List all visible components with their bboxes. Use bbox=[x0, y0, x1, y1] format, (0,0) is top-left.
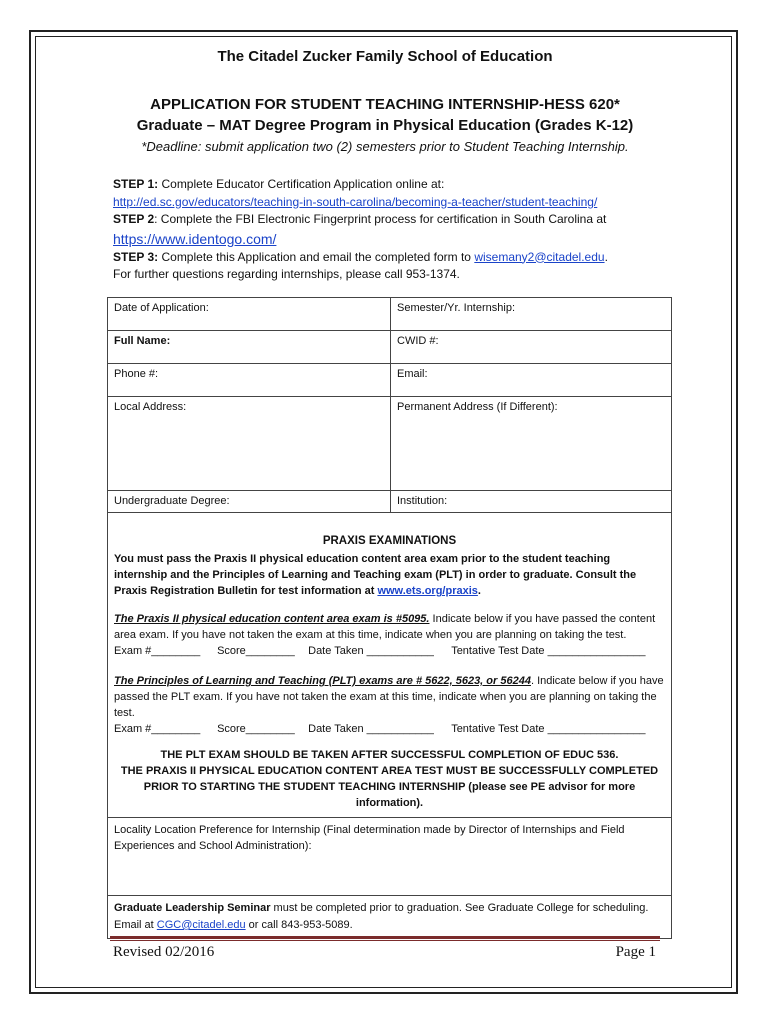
local-address-field[interactable] bbox=[108, 397, 391, 491]
plt-date-taken-field[interactable]: Date Taken ___________ bbox=[308, 723, 434, 735]
school-name: The Citadel Zucker Family School of Education bbox=[217, 48, 553, 65]
plt-notice: THE PLT EXAM SHOULD BE TAKEN AFTER SUCCESSFUL COMPLETION OF EDUC 536. bbox=[160, 749, 619, 761]
pe-score-field[interactable]: Score________ bbox=[217, 645, 295, 657]
step1-text: Complete Educator Certification Application online at: bbox=[158, 177, 445, 191]
plt-exam-number-field[interactable]: Exam #________ bbox=[114, 723, 201, 735]
step3-text: Complete this Application and email the completed form to bbox=[158, 249, 475, 264]
step3-end: . bbox=[604, 249, 608, 264]
full-name-field[interactable] bbox=[108, 331, 391, 364]
pe-tentative-date-field[interactable]: Tentative Test Date ________________ bbox=[451, 645, 646, 657]
pe-exam-title: The Praxis II physical education content area exam is #5095. bbox=[114, 613, 430, 625]
further-questions: For further questions regarding internships, please call 953-1374. bbox=[113, 267, 460, 281]
plt-instructions bbox=[114, 673, 665, 721]
seminar-text-end: or call 843-953-5089. bbox=[245, 919, 353, 931]
praxis-intro bbox=[114, 551, 665, 599]
step2-label: STEP 2 bbox=[113, 212, 155, 226]
permanent-address-field[interactable] bbox=[391, 397, 672, 491]
plt-text: . Indicate below if you have passed the PLT exam. If you have not taken the exam at this time, indicate when you are planning on taking the test. bbox=[114, 675, 664, 719]
step2 bbox=[113, 211, 673, 229]
application-form bbox=[107, 297, 672, 939]
pe-exam-instructions bbox=[114, 611, 665, 643]
seminar-text: must be completed prior to graduation. See Graduate College for scheduling. Email at bbox=[114, 902, 649, 931]
cgc-email-link[interactable]: CGC@citadel.edu bbox=[156, 919, 246, 931]
leadership-seminar-note bbox=[108, 896, 672, 939]
cwid-field[interactable] bbox=[391, 331, 672, 364]
praxis-heading: PRAXIS EXAMINATIONS bbox=[322, 535, 457, 547]
identogo-link[interactable]: https://www.identogo.com/ bbox=[113, 230, 277, 247]
step2-text: : Complete the FBI Electronic Fingerprint process for certification in South Carolina at bbox=[154, 212, 607, 226]
semester-year-field[interactable] bbox=[391, 298, 672, 331]
step3 bbox=[113, 249, 673, 267]
pe-date-taken-field[interactable]: Date Taken ___________ bbox=[308, 645, 434, 657]
undergraduate-degree-label: Undergraduate Degree: bbox=[114, 495, 230, 507]
revision-date: Revised 02/2016 bbox=[113, 944, 215, 960]
full-name-label: Full Name: bbox=[114, 335, 171, 347]
footer-rule-thin bbox=[110, 940, 660, 941]
institution-label: Institution: bbox=[397, 495, 448, 507]
praxis-intro-text: You must pass the Praxis II physical education content area exam prior to the student teaching internship and the Principles of Learning and Teaching exam (PLT) in order to graduate. Consult the Praxis Registration Bulletin for test information at bbox=[114, 553, 637, 597]
plt-title: The Principles of Learning and Teaching (PLT) exams are # 5622, 5623, or 56244 bbox=[114, 675, 531, 687]
plt-score-field[interactable]: Score________ bbox=[217, 723, 295, 735]
phone-field[interactable] bbox=[108, 364, 391, 397]
praxis-ii-notice: THE PRAXIS II PHYSICAL EDUCATION CONTENT AREA TEST MUST BE SUCCESSFULLY COMPLETED PRIOR TO STARTING THE STUDENT TEACHING INTERNSHIP (please see PE advisor for more information). bbox=[120, 765, 659, 809]
certification-link[interactable]: http://ed.sc.gov/educators/teaching-in-south-carolina/becoming-a-teacher/student-teaching/ bbox=[113, 194, 598, 209]
locality-preference-field[interactable] bbox=[108, 818, 672, 896]
pe-exam-row bbox=[114, 643, 665, 659]
local-address-label: Local Address: bbox=[114, 401, 187, 413]
deadline-note: *Deadline: submit application two (2) semesters prior to Student Teaching Internship. bbox=[141, 139, 629, 154]
date-of-application-label: Date of Application: bbox=[114, 302, 209, 314]
step1-label: STEP 1: bbox=[113, 177, 159, 191]
semester-year-label: Semester/Yr. Internship: bbox=[397, 302, 515, 314]
pe-exam-number-field[interactable]: Exam #________ bbox=[114, 645, 201, 657]
institution-field[interactable] bbox=[391, 491, 672, 513]
locality-preference-label: Locality Location Preference for Internship (Final determination made by Director of Internships and Field Experiences and School Administration): bbox=[114, 824, 625, 852]
plt-tentative-date-field[interactable]: Tentative Test Date ________________ bbox=[451, 723, 646, 735]
application-title: APPLICATION FOR STUDENT TEACHING INTERNSHIP-HESS 620* bbox=[150, 96, 620, 113]
date-of-application-field[interactable] bbox=[108, 298, 391, 331]
undergraduate-degree-field[interactable] bbox=[108, 491, 391, 513]
footer-rule-thick bbox=[110, 936, 660, 939]
phone-label: Phone #: bbox=[114, 368, 159, 380]
page-number: Page 1 bbox=[615, 944, 656, 960]
permanent-address-label: Permanent Address (If Different): bbox=[397, 401, 558, 413]
step3-label: STEP 3: bbox=[113, 249, 159, 264]
seminar-label: Graduate Leadership Seminar bbox=[114, 902, 271, 914]
plt-exam-row bbox=[114, 721, 665, 737]
cwid-label: CWID #: bbox=[397, 335, 439, 347]
praxis-intro-end: . bbox=[477, 585, 481, 597]
step1 bbox=[113, 176, 673, 194]
praxis-section bbox=[108, 513, 672, 818]
submission-email-link[interactable]: wisemany2@citadel.edu bbox=[474, 249, 605, 264]
email-label: Email: bbox=[397, 368, 428, 380]
pe-exam-text: Indicate below if you have passed the content area exam. If you have not taken the exam at this time, indicate when you are planning on taking the test. bbox=[114, 613, 656, 641]
program-title: Graduate – MAT Degree Program in Physical Education (Grades K-12) bbox=[136, 117, 634, 134]
instructions bbox=[113, 176, 673, 284]
email-field[interactable] bbox=[391, 364, 672, 397]
ets-praxis-link[interactable]: www.ets.org/praxis bbox=[377, 585, 478, 597]
